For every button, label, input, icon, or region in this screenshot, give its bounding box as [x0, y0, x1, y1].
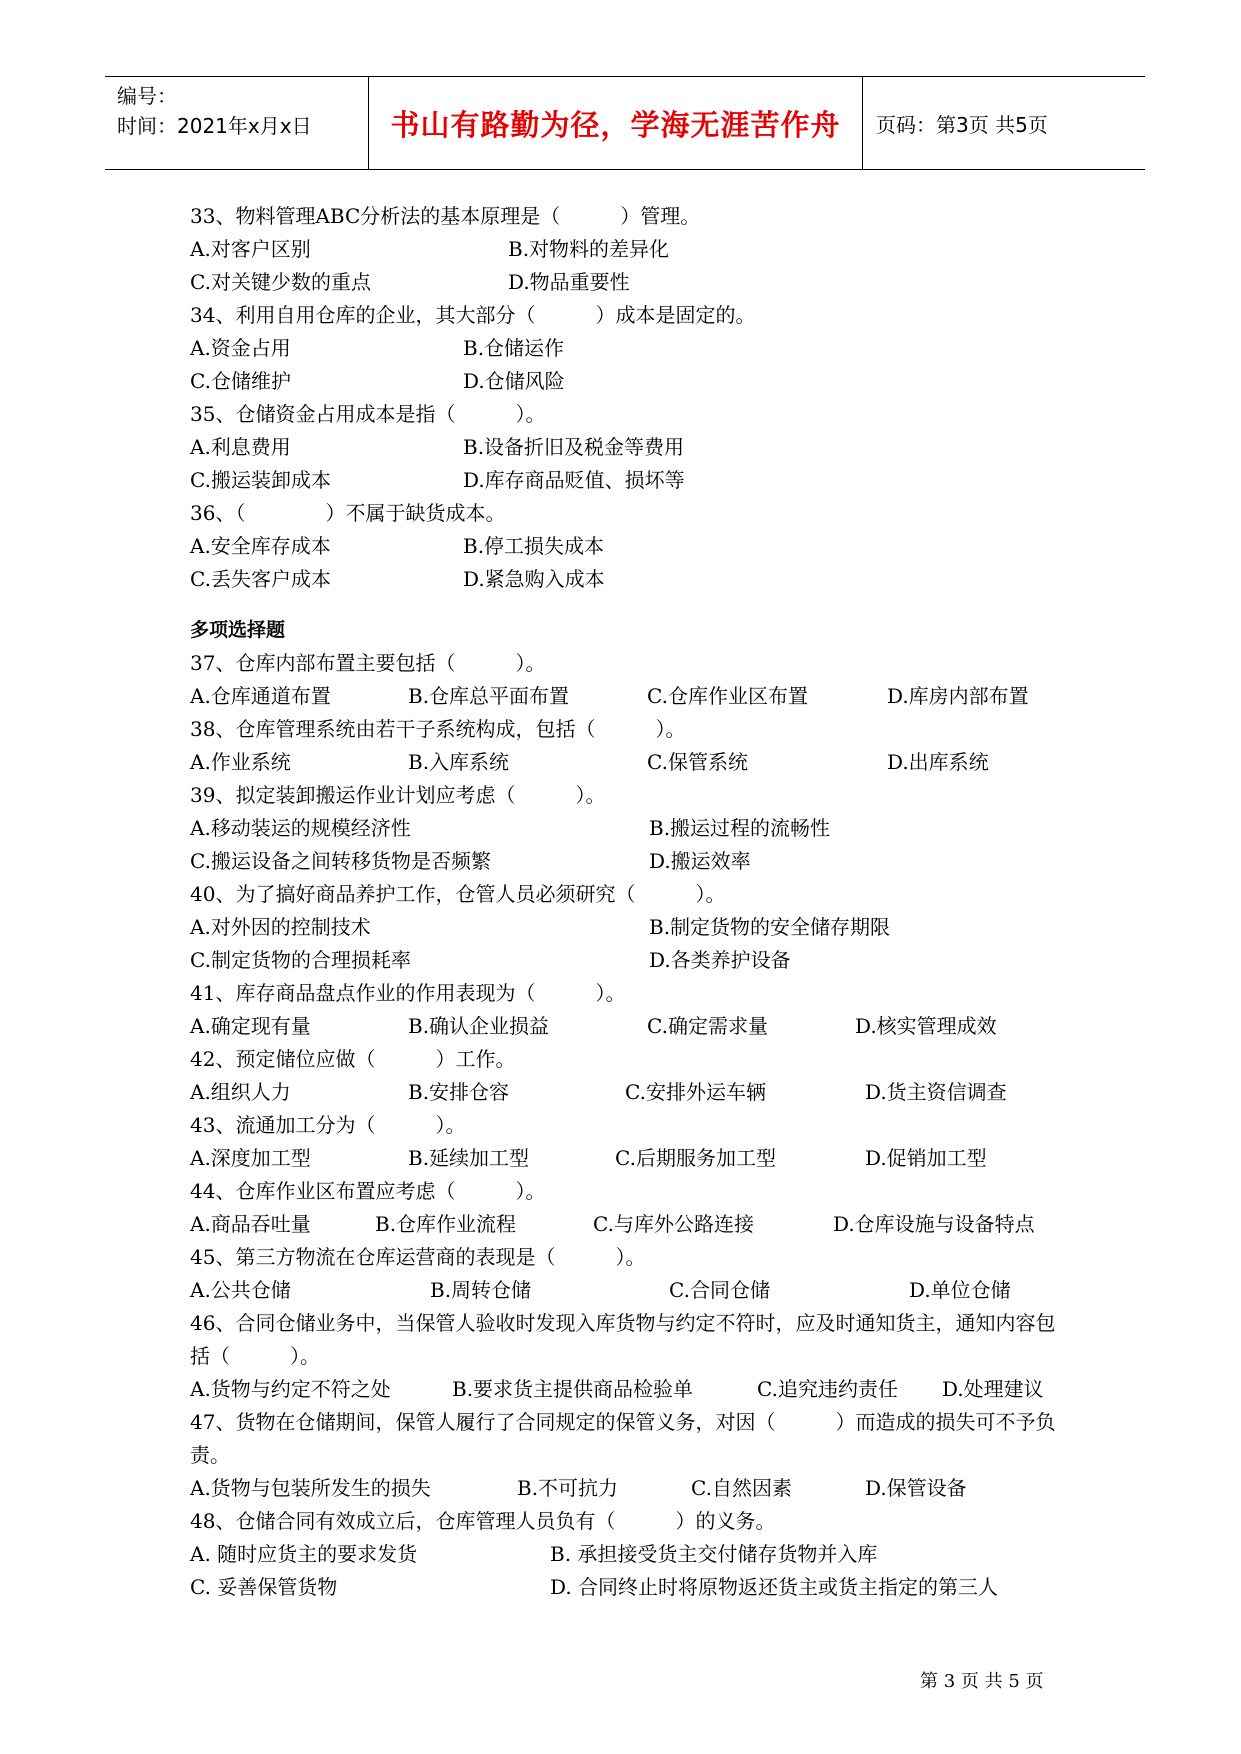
- option: D.出库系统: [887, 750, 989, 774]
- header-meta: [117, 77, 369, 173]
- option: B.要求货主提供商品检验单: [452, 1377, 694, 1401]
- question-34: 34、利用自用仓库的企业，其大部分（ ）成本是固定的。: [190, 303, 756, 327]
- option: D.核实管理成效: [855, 1014, 997, 1038]
- option: B.对物料的差异化: [508, 237, 670, 261]
- question-44: 44、仓库作业区布置应考虑（ ）。: [190, 1179, 546, 1203]
- question-48: 48、仓储合同有效成立后，仓库管理人员负有（ ）的义务。: [190, 1509, 776, 1533]
- option: B.仓库作业流程: [375, 1212, 517, 1236]
- question-33: 33、物料管理ABC分析法的基本原理是（ ）管理。: [190, 204, 701, 228]
- option: D.仓储风险: [463, 369, 565, 393]
- question-45: 45、第三方物流在仓库运营商的表现是（ ）。: [190, 1245, 646, 1269]
- options-row: [190, 464, 1070, 497]
- option: B.入库系统: [408, 750, 510, 774]
- option: D.仓库设施与设备特点: [833, 1212, 1035, 1236]
- options-row: [190, 812, 1070, 845]
- options-row: [190, 845, 1070, 878]
- options-row: [190, 1142, 1070, 1175]
- option: B.搬运过程的流畅性: [649, 816, 831, 840]
- question-42: 42、预定储位应做（ ）工作。: [190, 1047, 516, 1071]
- question-35: 35、仓储资金占用成本是指（ ）。: [190, 402, 546, 426]
- options-row: [190, 680, 1070, 713]
- option: A.对外因的控制技术: [190, 915, 371, 939]
- option: A.对客户区别: [190, 237, 311, 261]
- option: B.确认企业损益: [408, 1014, 550, 1038]
- option: A.公共仓储: [190, 1278, 291, 1302]
- options-row: [190, 530, 1070, 563]
- option: D.物品重要性: [508, 270, 630, 294]
- page-footer: 第 3 页 共 5 页: [920, 1671, 1044, 1692]
- option: C.安排外运车辆: [625, 1080, 766, 1104]
- option: C.仓库作业区布置: [647, 684, 808, 708]
- option: C. 妥善保管货物: [190, 1575, 338, 1599]
- question-41: 41、库存商品盘点作业的作用表现为（ ）。: [190, 981, 626, 1005]
- options-row: [190, 332, 1070, 365]
- option: A.组织人力: [190, 1080, 291, 1104]
- section-title: 多项选择题: [190, 619, 286, 641]
- options-row: [190, 1472, 1070, 1505]
- option: C.后期服务加工型: [615, 1146, 776, 1170]
- options-row: [190, 1076, 1070, 1109]
- options-row: [190, 266, 1070, 299]
- option: D.促销加工型: [865, 1146, 987, 1170]
- option: D.保管设备: [865, 1476, 967, 1500]
- header-page-info: 页码：第3页 共5页: [876, 112, 1048, 137]
- time-label: 时间：2021年x月x日: [117, 114, 312, 138]
- options-row: [190, 746, 1070, 779]
- option: D.库存商品贬值、损坏等: [463, 468, 685, 492]
- options-row: [190, 1274, 1070, 1307]
- question-47: 47、货物在仓储期间，保管人履行了合同规定的保管义务，对因（ ）而造成的损失可不予负责。: [190, 1410, 1056, 1467]
- question-40: 40、为了搞好商品养护工作，仓管人员必须研究（ ）。: [190, 882, 726, 906]
- option: D.处理建议: [942, 1377, 1044, 1401]
- option: D.货主资信调查: [865, 1080, 1007, 1104]
- options-row: [190, 563, 1070, 596]
- page-header: [105, 76, 1145, 170]
- header-divider: [862, 77, 863, 169]
- question-36: 36、（ ）不属于缺货成本。: [190, 501, 506, 525]
- option: C.制定货物的合理损耗率: [190, 948, 411, 972]
- options-row: [190, 944, 1070, 977]
- option: B.制定货物的安全储存期限: [649, 915, 891, 939]
- option: C.自然因素: [691, 1476, 792, 1500]
- option: A.资金占用: [190, 336, 291, 360]
- option: A.商品吞吐量: [190, 1212, 311, 1236]
- options-row: [190, 1010, 1070, 1043]
- header-motto: 书山有路勤为径，学海无涯苦作舟: [390, 107, 841, 142]
- option: B.延续加工型: [408, 1146, 530, 1170]
- question-37: 37、仓库内部布置主要包括（ ）。: [190, 651, 546, 675]
- option: D.搬运效率: [649, 849, 751, 873]
- option: C.保管系统: [647, 750, 748, 774]
- options-row: [190, 1571, 1070, 1604]
- option: A.深度加工型: [190, 1146, 311, 1170]
- question-body: [190, 200, 1070, 1604]
- option: C.追究违约责任: [757, 1377, 898, 1401]
- question-39: 39、拟定装卸搬运作业计划应考虑（ ）。: [190, 783, 606, 807]
- option: A.安全库存成本: [190, 534, 331, 558]
- option: D.单位仓储: [909, 1278, 1011, 1302]
- option: D.紧急购入成本: [463, 567, 605, 591]
- option: A.利息费用: [190, 435, 291, 459]
- options-row: [190, 911, 1070, 944]
- option: C.搬运装卸成本: [190, 468, 331, 492]
- option: B.停工损失成本: [463, 534, 605, 558]
- option: A.作业系统: [190, 750, 291, 774]
- option: B.设备折旧及税金等费用: [463, 435, 685, 459]
- option: B.安排仓容: [408, 1080, 510, 1104]
- option: B.周转仓储: [430, 1278, 532, 1302]
- option: B. 承担接受货主交付储存货物并入库: [550, 1542, 878, 1566]
- question-43: 43、流通加工分为（ ）。: [190, 1113, 466, 1137]
- options-row: [190, 233, 1070, 266]
- option: C.确定需求量: [647, 1014, 768, 1038]
- options-row: [190, 1373, 1070, 1406]
- option: A.货物与包装所发生的损失: [190, 1476, 431, 1500]
- option: D.各类养护设备: [649, 948, 791, 972]
- option: B.仓储运作: [463, 336, 565, 360]
- option: C.搬运设备之间转移货物是否频繁: [190, 849, 491, 873]
- option: D.库房内部布置: [887, 684, 1029, 708]
- option: B.仓库总平面布置: [408, 684, 570, 708]
- option: C.对关键少数的重点: [190, 270, 371, 294]
- option: A.移动装运的规模经济性: [190, 816, 411, 840]
- option: A.仓库通道布置: [190, 684, 331, 708]
- option: C.仓储维护: [190, 369, 291, 393]
- options-row: [190, 1538, 1070, 1571]
- question-38: 38、仓库管理系统由若干子系统构成，包括（ ）。: [190, 717, 686, 741]
- option: D. 合同终止时将原物返还货主或货主指定的第三人: [550, 1575, 999, 1599]
- option: A.确定现有量: [190, 1014, 311, 1038]
- option: A.货物与约定不符之处: [190, 1377, 391, 1401]
- code-label: 编号：: [117, 84, 177, 108]
- option: C.丢失客户成本: [190, 567, 331, 591]
- option: B.不可抗力: [517, 1476, 619, 1500]
- option: A. 随时应货主的要求发货: [190, 1542, 418, 1566]
- option: C.合同仓储: [669, 1278, 770, 1302]
- options-row: [190, 1208, 1070, 1241]
- question-46: 46、合同仓储业务中，当保管人验收时发现入库货物与约定不符时，应及时通知货主，通知内容包括（ ）。: [190, 1311, 1056, 1368]
- options-row: [190, 365, 1070, 398]
- option: C.与库外公路连接: [593, 1212, 754, 1236]
- options-row: [190, 431, 1070, 464]
